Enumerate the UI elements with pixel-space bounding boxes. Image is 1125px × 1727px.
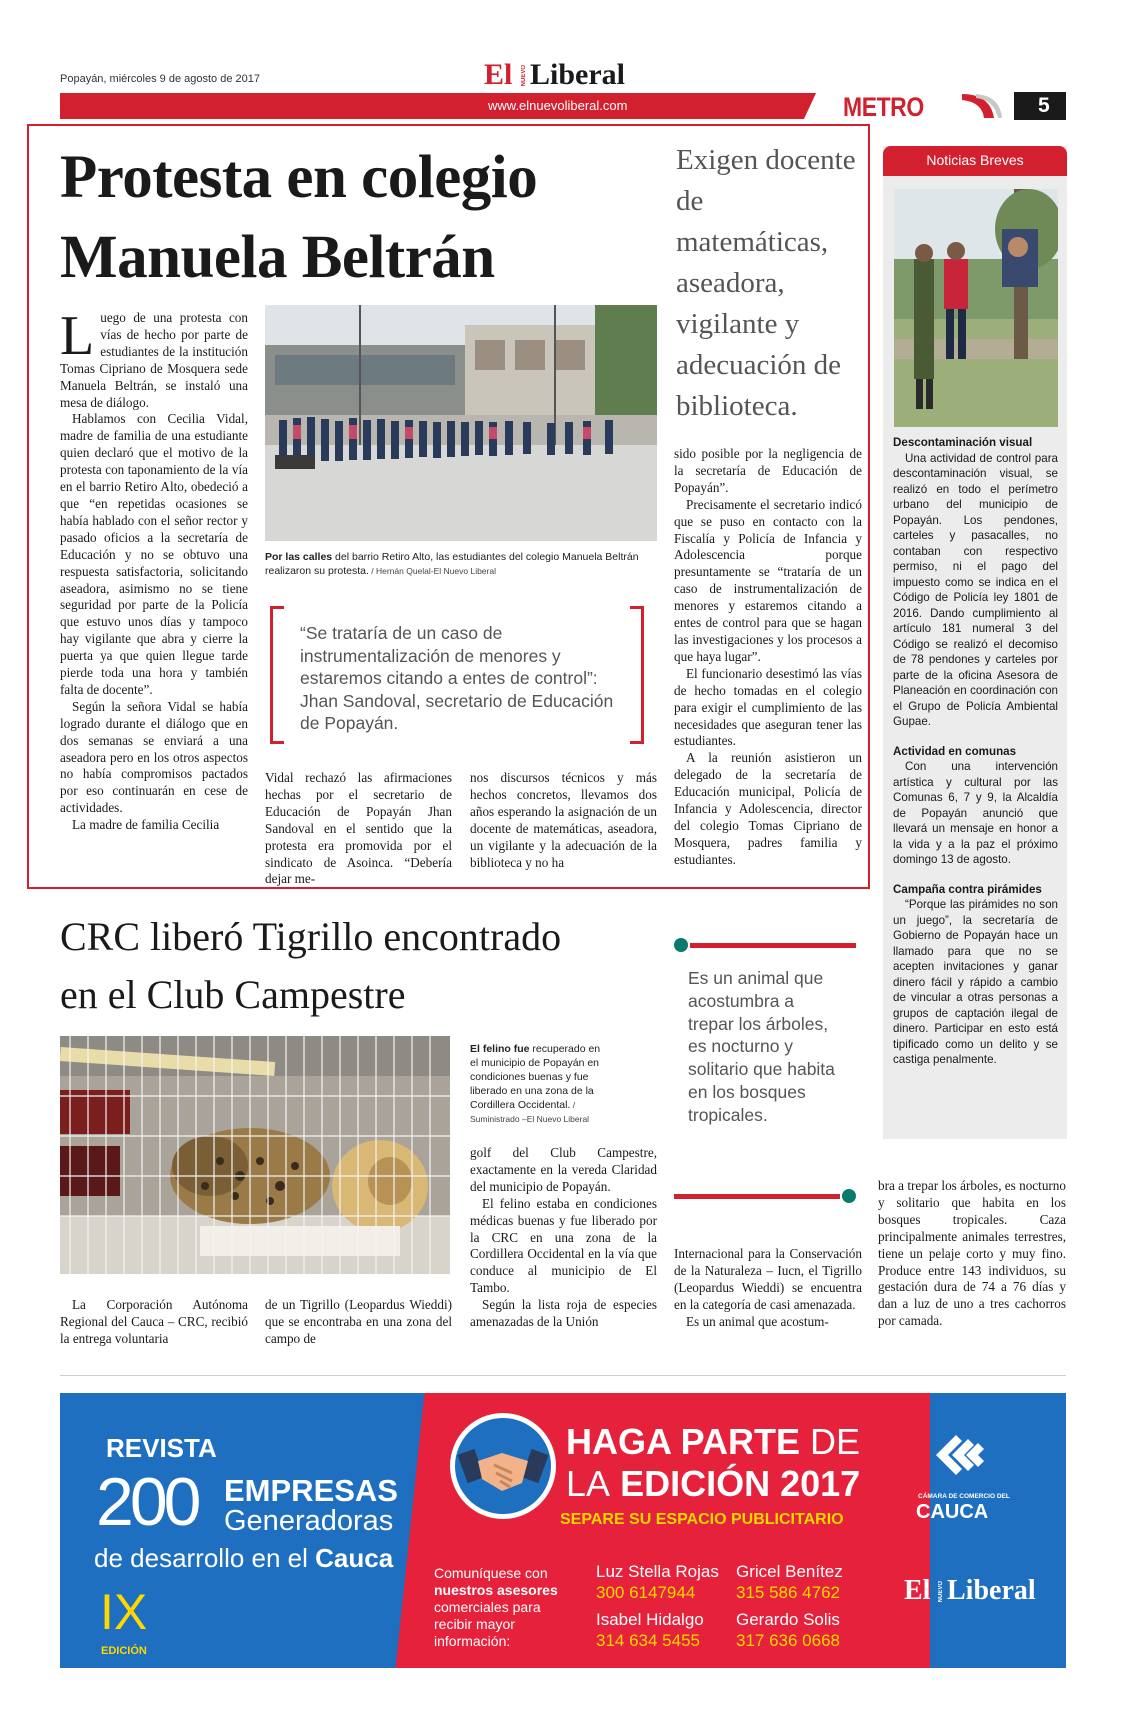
main-col-3	[470, 770, 657, 871]
brief-3-text: “Porque las pirámides no son un juego”, la secretaría de Gobierno de Popayán hace un llamado para que no se acepten invitaciones y ganar dinero fácil y rápido a cambio de vincular a otras personas a grupos de captación ilegal de dinero. Participar en esto está tipificado como un delito y se castiga penalmente.	[893, 898, 1058, 1066]
main-col-2	[265, 770, 452, 888]
ad-camara-cauca: CAUCA	[916, 1501, 989, 1523]
second-col-5	[878, 1178, 1066, 1330]
tigrillo-caption	[470, 1042, 605, 1126]
logo-el: El	[484, 58, 513, 91]
ad-haga-parte-text: HAGA PARTE	[566, 1421, 800, 1462]
logo-liberal: Liberal	[530, 58, 625, 91]
brief-1-text: Una actividad de control para descontaminación visual, se realizó en todo el perímetro urbano del municipio de Popayán. Los pendones, carteles y pasacalles, no contaban con respectivo permiso, ni el pago del impuesto como se indica en el Código de Policía ley 1801 de 2016. Dando cumplimiento al artículo 181 numeral 3 del Código se realizó el decomiso de 78 pendones y carteles por parte de la oficina Asesora de Planeación en coordinación con el Grupo de Policía Ambiental Gupae.	[893, 451, 1058, 728]
quote-dot-bottom	[842, 1189, 856, 1203]
ad-edicion-2017: EDICIÓN 2017	[620, 1463, 861, 1504]
main-col1-p1: uego de una protesta con vías de hecho por parte de estudiantes de la institución Tomas Cipriano de Mosquera sede Manuela Beltrán, se instaló una mesa de diálogo.	[60, 310, 248, 410]
main-col1-p3: Según la señora Vidal se había logrado durante el diálogo que en dos semanas se enviará a una aseadora pero en los otros aspectos no había compromisos pactados por eso continuarán en cese de actividades.	[60, 698, 248, 816]
main-col4-p2: Precisamente el secretario indicó que se puso en contacto con la Fiscalía y Policía de Infancia y Adolescencia porque presuntamente se “trataría de un caso de instrumentalización de menores y estaremos citando a entes de control para que se hagan las investigaciones y los procesos a que haya lugar”.	[674, 496, 862, 664]
ad-contact-4[interactable]	[736, 1609, 840, 1651]
ad-desarrollo	[94, 1543, 393, 1574]
logo-nuevo: NUEVO	[521, 65, 527, 87]
quote-rule-bottom	[674, 1194, 840, 1199]
ad-divider	[60, 1375, 1066, 1376]
main-pull-quote: “Se trataría de un caso de instrumentalización de menores y estaremos citando a entes de control”: Jhan Sandoval, secretario de Educación de Popayán.	[300, 623, 614, 733]
drop-cap: L	[60, 305, 95, 367]
ad-comerciales: comerciales para recibir mayor información:	[434, 1599, 541, 1649]
ad-contact-3[interactable]	[596, 1609, 704, 1651]
brief-3-title: Campaña contra pirámides	[893, 882, 1042, 896]
ad-desarrollo-text: de desarrollo en el	[94, 1543, 308, 1573]
second-col-1	[60, 1297, 248, 1348]
ad-nuestros-asesores: nuestros asesores	[434, 1582, 558, 1598]
second-col3-p2: El felino estaba en condiciones médicas buenas y fue liberado por la CRC en una zona de la Cordillera Occidental en la vía que conduce al municipio de El Tambo.	[470, 1195, 657, 1296]
section-label[interactable]: METRO	[843, 92, 924, 122]
ad-contact-3-phone: 314 634 5455	[596, 1631, 700, 1650]
protest-photo-caption	[265, 550, 657, 578]
brief-2-title: Actividad en comunas	[893, 744, 1017, 758]
protest-caption-credit: / Hernán Quelal-El Nuevo Liberal	[368, 566, 496, 576]
main-col4-p3: El funcionario desestimó las vías de hecho tomadas en el colegio para exigir el cumplimiento de las necesidades que aseguran tener las estudiantes.	[674, 665, 862, 749]
main-col4-p4: A la reunión asistieron un delegado de la secretaría de Educación municipal, Policía de Infancia y Adolescencia, director del colegio Tomas Cipriano de Mosquera, padres familia y estudiantes.	[674, 750, 862, 867]
second-col-4	[674, 1246, 862, 1331]
tigrillo-caption-text: recuperado en el municipio de Popayán en condiciones buenas y fue liberado en una zona de la Cordillera Occidental.	[470, 1043, 601, 1111]
brief-2-text: Con una intervención artística y cultural por las Comunas 6, 7 y 9, la Alcaldía de Popayán anunció que llevará un mensaje en honor a la vida y a la paz el próximo domingo 13 de agosto.	[893, 760, 1058, 866]
section-swoosh	[960, 90, 1004, 120]
ad-contact-2[interactable]	[736, 1561, 843, 1603]
main-col2-text: Vidal rechazó las afirmaciones hechas por el secretario de Educación de Popayán Jhan Sandoval en el sentido que la protesta era promovida por el sindicato de Asoinca. “Debería dejar me-	[265, 770, 452, 887]
ad-revista: REVISTA	[106, 1433, 217, 1463]
ad-separe: SEPARE SU ESPACIO PUBLICITARIO	[560, 1511, 844, 1528]
main-col4-p1: sido posible por la negligencia de la secretaría de Educación de Popayán”.	[674, 446, 862, 495]
handshake-icon	[450, 1413, 556, 1519]
brief-1-title: Descontaminación visual	[893, 436, 1033, 449]
tigrillo-photo[interactable]	[60, 1036, 450, 1274]
main-col1-p4: La madre de familia Cecilia	[72, 817, 220, 833]
tigrillo-caption-credit: / Suministrado –El Nuevo Liberal	[470, 1100, 590, 1124]
second-col3-p1: golf del Club Campestre, exactamente en la vereda Claridad del municipio de Popayán.	[470, 1145, 657, 1194]
main-headline-line1: Protesta en colegio	[60, 144, 538, 211]
second-col-3	[470, 1145, 657, 1331]
ad-contact-4-phone: 317 636 0668	[736, 1631, 840, 1650]
dateline: Popayán, miércoles 9 de agosto de 2017	[60, 73, 260, 85]
ad-logo-nuevo: NUEVO	[938, 1581, 944, 1603]
briefs-title[interactable]: Noticias Breves	[926, 152, 1024, 168]
ad-camara: CÁMARA DE COMERCIO DEL	[918, 1493, 1010, 1500]
second-col4-p1: Internacional para la Conservación de la Naturaleza – Iucn, el Tigrillo (Leopardus Wieddi) se encuentra en la categoría de casi amenazada.	[674, 1246, 862, 1312]
ad-contact-1-name: Luz Stella Rojas	[596, 1562, 719, 1581]
ad-contact-3-name: Isabel Hidalgo	[596, 1610, 704, 1629]
main-col1-p2: Hablamos con Cecilia Vidal, madre de familia de una estudiante quien declaró que el motivo de la protesta con taponamiento de la vía en el barrio Retiro Alto, obedeció a que “en repetidas ocasiones se había hablado con el señor rector y pasado oficios a la secretaría de Educación y no se obtuvo una respuesta satisfactoria, solicitando aseadora, asimismo no se tiene seguridad por parte de la Policía que estuvo unos días y tampoco hay vigilante que abra y cierre la puerta ya que quien llegue tarde pierde toda una hora y también falta de docente”.	[60, 411, 248, 697]
ad-logo-el: El	[904, 1575, 931, 1606]
protest-caption-bold: Por las calles	[265, 551, 333, 563]
camara-logo-icon	[930, 1431, 988, 1485]
ad-contact-4-name: Gerardo Solis	[736, 1610, 840, 1629]
second-col-2	[265, 1297, 452, 1348]
ad-cauca-word: Cauca	[315, 1543, 394, 1573]
quote-rule-top	[690, 943, 856, 948]
page-number: 5	[1038, 94, 1050, 117]
main-headline-line2: Manuela Beltrán	[60, 224, 495, 291]
protest-photo[interactable]	[265, 305, 657, 541]
quote-bracket-right	[630, 606, 644, 744]
briefs-photo[interactable]	[894, 189, 1058, 427]
ad-de: DE	[810, 1421, 861, 1462]
ad-edition-word: EDICIÓN	[101, 1645, 147, 1657]
ad-liberal-logo	[904, 1575, 1054, 1611]
main-col-4	[674, 446, 862, 869]
second-col1-text: La Corporación Autónoma Regional del Cauca – CRC, recibió la entrega voluntaria	[60, 1297, 248, 1346]
ad-edition-roman: IX	[100, 1584, 148, 1640]
ad-logo-liberal: Liberal	[947, 1575, 1036, 1606]
header-red-bar	[60, 93, 796, 119]
tigrillo-caption-bold: El felino fue	[470, 1043, 530, 1055]
second-col5-text: bra a trepar los árboles, es nocturno y solitario que habita en los bosques tropicales. Caza principalmente animales terrestres, tiene un pelaje corto y muy fino. Produce entre 143 individuos, su gestación dura de 74 a 76 días y dan a luz de uno a tres cachorros por camada.	[878, 1178, 1066, 1329]
protest-caption-text: del barrio Retiro Alto, las estudiantes del colegio Manuela Beltrán realizaron su protesta.	[265, 551, 639, 577]
ad-banner[interactable]	[60, 1393, 1066, 1668]
ad-contact-1[interactable]	[596, 1561, 719, 1603]
ad-200: 200	[96, 1464, 198, 1540]
ad-la: LA	[566, 1463, 611, 1504]
second-headline-line1: CRC liberó Tigrillo encontrado	[60, 914, 562, 959]
second-pull-quote: Es un animal que acostumbra a trepar los árboles, es nocturno y solitario que habita en los bosques tropicales.	[688, 968, 835, 1125]
main-col-1	[60, 305, 248, 834]
ad-contact-2-name: Gricel Benítez	[736, 1562, 843, 1581]
ad-empresas: EMPRESAS	[224, 1473, 398, 1508]
ad-generadoras: Generadoras	[224, 1505, 394, 1537]
briefs-text	[893, 435, 1058, 1068]
main-dek: Exigen docente de matemáticas, aseadora, vigilante y adecuación de biblioteca.	[676, 144, 856, 422]
site-url[interactable]: www.elnuevoliberal.com	[488, 98, 628, 113]
ad-contact-2-phone: 315 586 4762	[736, 1583, 840, 1602]
second-headline[interactable]	[60, 908, 561, 1024]
ad-comuniquese: Comuníquese con	[434, 1565, 548, 1581]
main-col3-text: nos discursos técnicos y más hechos concretos, llevamos dos años esperando la asignación de un docente de matemáticas, aseadora, un vigilante y la adecuación de la biblioteca y no ha	[470, 770, 657, 870]
second-col3-p3: Según la lista roja de especies amenazadas de la Unión	[470, 1297, 657, 1330]
second-headline-line2: en el Club Campestre	[60, 972, 406, 1017]
quote-bracket-left	[270, 606, 284, 744]
masthead-logo[interactable]	[484, 58, 644, 92]
second-col4-p2: Es un animal que acostum-	[686, 1313, 829, 1329]
quote-dot-top	[674, 938, 688, 952]
main-headline[interactable]	[60, 138, 537, 298]
ad-edicion	[566, 1463, 860, 1505]
second-col2-text: de un Tigrillo (Leopardus Wieddi) que se encontraba en una zona del campo de	[265, 1297, 452, 1346]
ad-haga-parte	[566, 1421, 860, 1463]
ad-contact-intro	[434, 1565, 574, 1650]
ad-contact-1-phone: 300 6147944	[596, 1583, 696, 1602]
